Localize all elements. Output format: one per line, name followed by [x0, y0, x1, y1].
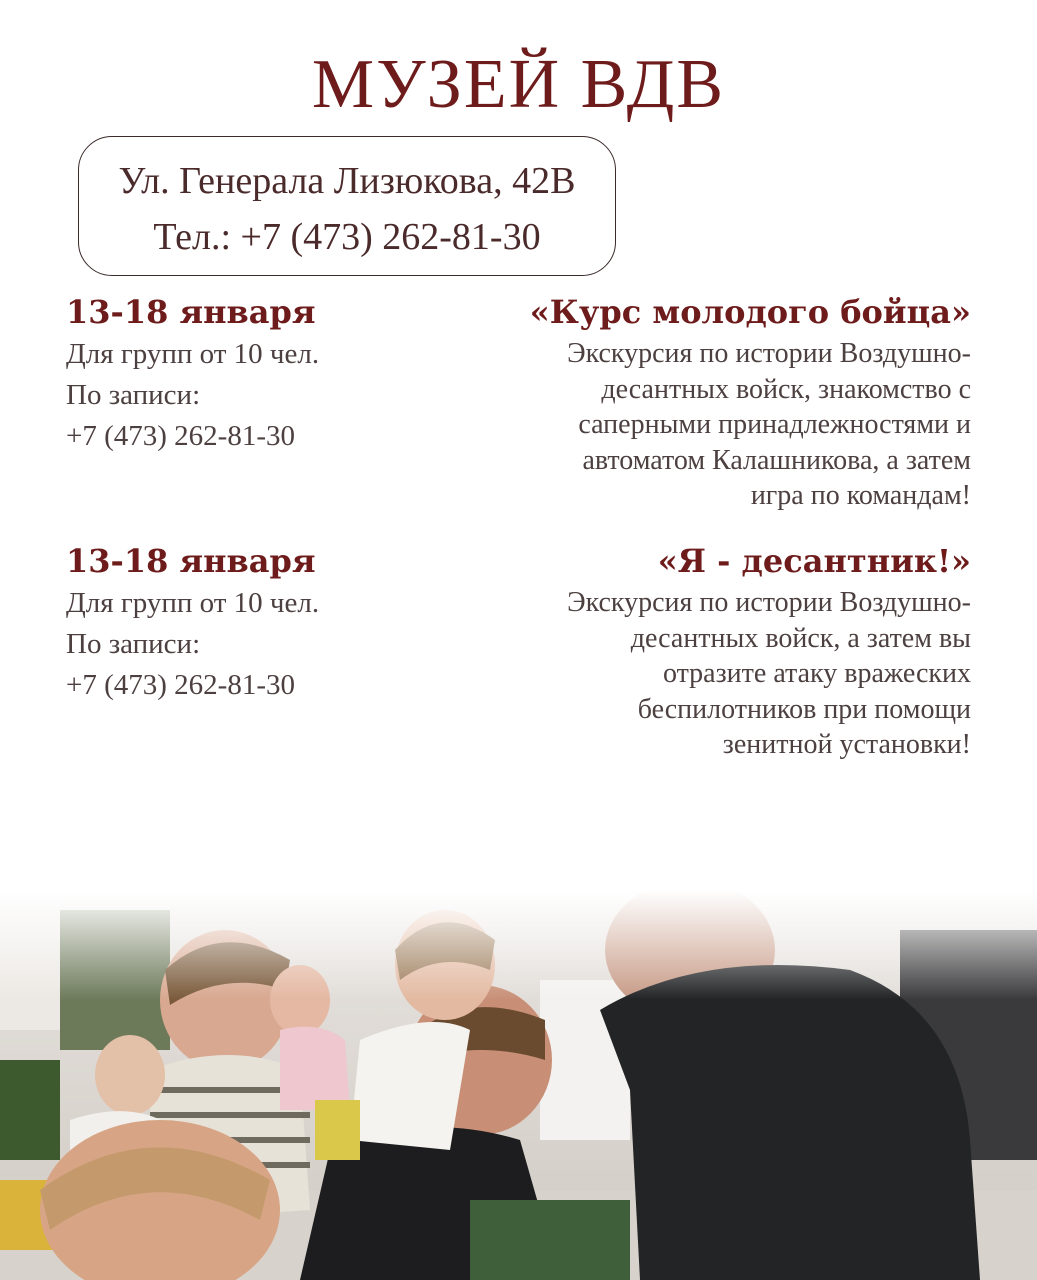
- booking-label: По записи:: [66, 379, 201, 411]
- phone-text: Тел.: +7 (473) 262-81-30: [153, 216, 541, 258]
- description-line: Экскурсия по истории Воздушно-: [567, 338, 971, 369]
- description-line: Экскурсия по истории Воздушно-: [567, 587, 971, 618]
- event-1-schedule: [66, 292, 486, 457]
- event-title: «Курс молодого бойца»: [529, 293, 971, 331]
- event-date: 13-18 января: [66, 293, 316, 331]
- description-line: игра по командам!: [750, 480, 971, 511]
- description-line: беспилотников при помощи: [637, 693, 971, 725]
- booking-phone: +7 (473) 262-81-30: [66, 669, 295, 701]
- event-title: «Я - десантник!»: [657, 542, 971, 580]
- museum-photo: [0, 890, 1037, 1280]
- event-date: 13-18 января: [66, 542, 316, 580]
- description-line: зенитной установки!: [722, 729, 971, 760]
- contact-box: [78, 136, 616, 276]
- event-1-details: [451, 292, 971, 514]
- photo-fade: [0, 890, 1037, 1000]
- description-line: автоматом Калашникова, а затем: [582, 444, 971, 476]
- booking-phone: +7 (473) 262-81-30: [66, 420, 295, 452]
- description-line: саперными принадлежностями и: [578, 409, 971, 440]
- group-size-text: Для групп от 10 чел.: [66, 587, 320, 619]
- page-title: МУЗЕЙ ВДВ: [311, 46, 726, 123]
- booking-label: По записи:: [66, 628, 201, 660]
- description-line: десантных войск, знакомство с: [601, 373, 971, 405]
- description-line: десантных войск, а затем вы: [630, 622, 971, 654]
- address-text: Ул. Генерала Лизюкова, 42В: [118, 160, 576, 202]
- description-line: отразите атаку вражеских: [662, 658, 971, 689]
- event-2-schedule: [66, 541, 486, 706]
- event-2-details: [451, 541, 971, 763]
- group-size-text: Для групп от 10 чел.: [66, 338, 320, 370]
